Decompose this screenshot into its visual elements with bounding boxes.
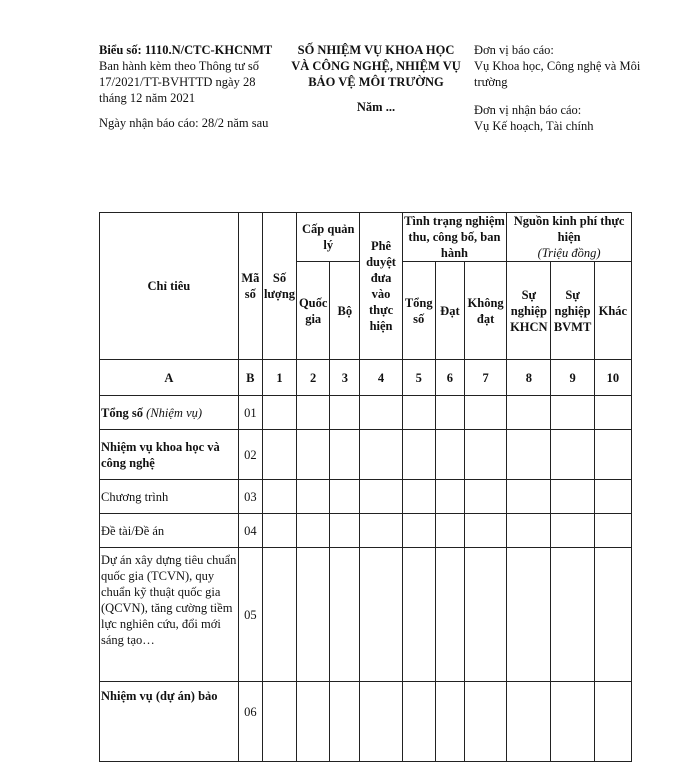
column-code: 10 [594, 360, 631, 396]
column-code: A [100, 360, 239, 396]
value-cell[interactable] [360, 514, 402, 548]
row-label: Dự án xây dựng tiêu chuẩn quốc gia (TCVN), quy chuẩn kỹ thuật quốc gia (QCVN), tăng cường tiềm lực nghiên cứu, đổi mới sáng tạo… [101, 553, 237, 647]
value-cell[interactable] [507, 430, 551, 480]
table-row [100, 396, 632, 430]
value-cell[interactable] [464, 480, 506, 514]
receiving-unit-label: Đơn vị nhận báo cáo: [474, 103, 582, 117]
value-cell[interactable] [507, 548, 551, 682]
value-cell[interactable] [297, 682, 330, 762]
report-title: SỐ NHIỆM VỤ KHOA HỌC VÀ CÔNG NGHỆ, NHIỆM VỤ BẢO VỆ MÔI TRƯỜNG [291, 43, 461, 89]
value-cell[interactable] [507, 514, 551, 548]
value-cell[interactable] [594, 548, 631, 682]
units-info [474, 42, 654, 134]
value-cell[interactable] [594, 396, 631, 430]
row-label: Nhiệm vụ (dự án) bảo [101, 689, 218, 703]
value-cell[interactable] [360, 430, 402, 480]
value-cell[interactable] [330, 430, 360, 480]
receiving-unit: Vụ Kế hoạch, Tài chính [474, 119, 594, 133]
value-cell[interactable] [297, 396, 330, 430]
value-cell[interactable] [262, 430, 296, 480]
column-code: 2 [297, 360, 330, 396]
column-code: 8 [507, 360, 551, 396]
value-cell[interactable] [551, 480, 594, 514]
value-cell[interactable] [402, 430, 435, 480]
receive-date: Ngày nhận báo cáo: 28/2 năm sau [99, 116, 269, 130]
value-cell[interactable] [402, 396, 435, 430]
value-cell[interactable] [262, 396, 296, 430]
table-body [100, 396, 632, 762]
header-ma-so: Mã số [238, 213, 262, 360]
row-code: 03 [238, 480, 262, 514]
reporting-unit-label: Đơn vị báo cáo: [474, 43, 554, 57]
value-cell[interactable] [330, 480, 360, 514]
column-code: 7 [464, 360, 506, 396]
value-cell[interactable] [402, 548, 435, 682]
header-dat: Đạt [435, 262, 464, 360]
value-cell[interactable] [464, 682, 506, 762]
row-label-cell [100, 480, 239, 514]
report-table [99, 212, 632, 762]
value-cell[interactable] [594, 682, 631, 762]
value-cell[interactable] [297, 514, 330, 548]
column-code-row [100, 360, 632, 396]
value-cell[interactable] [507, 480, 551, 514]
row-label-cell [100, 514, 239, 548]
value-cell[interactable] [594, 514, 631, 548]
value-cell[interactable] [551, 548, 594, 682]
reporting-unit: Vụ Khoa học, Công nghệ và Môi trường [474, 59, 641, 89]
column-code: 5 [402, 360, 435, 396]
header-khong-dat: Không đạt [464, 262, 506, 360]
value-cell[interactable] [507, 682, 551, 762]
header-so-luong: Số lượng [262, 213, 296, 360]
column-code: 1 [262, 360, 296, 396]
header-khac: Khác [594, 262, 631, 360]
header-chi-tieu: Chỉ tiêu [100, 213, 239, 360]
table-row [100, 548, 632, 682]
row-label: Chương trình [101, 489, 169, 504]
table-row [100, 682, 632, 762]
value-cell[interactable] [435, 682, 464, 762]
header-su-nghiep-khcn: Sự nghiệp KHCN [507, 262, 551, 360]
value-cell[interactable] [330, 682, 360, 762]
column-code: 3 [330, 360, 360, 396]
value-cell[interactable] [551, 682, 594, 762]
value-cell[interactable] [507, 396, 551, 430]
value-cell[interactable] [330, 548, 360, 682]
row-code: 06 [238, 682, 262, 762]
row-code: 02 [238, 430, 262, 480]
row-label-cell [100, 430, 239, 480]
value-cell[interactable] [464, 514, 506, 548]
column-code: 4 [360, 360, 402, 396]
value-cell[interactable] [262, 514, 296, 548]
value-cell[interactable] [297, 430, 330, 480]
value-cell[interactable] [360, 548, 402, 682]
column-code: B [238, 360, 262, 396]
value-cell[interactable] [262, 682, 296, 762]
report-title-block [290, 42, 462, 115]
value-cell[interactable] [360, 480, 402, 514]
header-tinh-trang: Tình trạng nghiệm thu, công bố, ban hành [404, 214, 505, 260]
value-cell[interactable] [594, 430, 631, 480]
value-cell[interactable] [262, 548, 296, 682]
value-cell[interactable] [464, 430, 506, 480]
value-cell[interactable] [360, 682, 402, 762]
value-cell[interactable] [330, 396, 360, 430]
table-row [100, 514, 632, 548]
value-cell[interactable] [435, 480, 464, 514]
value-cell[interactable] [330, 514, 360, 548]
value-cell[interactable] [435, 430, 464, 480]
header-nguon-kinh-phi-unit: (Triệu đồng) [537, 246, 601, 260]
header-cap-quan-ly: Cấp quản lý [297, 213, 360, 262]
issued-with: Ban hành kèm theo Thông tư số 17/2021/TT-BVHTTD ngày 28 tháng 12 năm 2021 [99, 59, 259, 105]
header-nguon-kinh-phi-label: Nguồn kinh phí thực hiện [513, 214, 625, 244]
value-cell[interactable] [402, 480, 435, 514]
form-code: Biểu số: 1110.N/CTC-KHCNMT [99, 43, 273, 57]
column-code: 6 [435, 360, 464, 396]
column-code: 9 [551, 360, 594, 396]
row-label-cell [100, 396, 239, 430]
value-cell[interactable] [402, 514, 435, 548]
header-su-nghiep-bvmt: Sự nghiệp BVMT [551, 262, 594, 360]
value-cell[interactable] [551, 396, 594, 430]
row-code: 04 [238, 514, 262, 548]
row-label-cell [100, 548, 239, 682]
header-bo: Bộ [330, 262, 360, 360]
row-label: Tổng số [101, 405, 144, 420]
value-cell[interactable] [435, 514, 464, 548]
form-info [99, 42, 284, 131]
row-label: Nhiệm vụ khoa học và công nghệ [101, 439, 220, 470]
value-cell[interactable] [262, 480, 296, 514]
report-year: Năm ... [356, 100, 396, 114]
table-row [100, 430, 632, 480]
header-phe-duyet: Phê duyệt đưa vào thực hiện [360, 213, 402, 360]
row-note: (Nhiệm vụ) [146, 405, 203, 420]
value-cell[interactable] [297, 548, 330, 682]
header-quoc-gia: Quốc gia [297, 262, 330, 360]
table-row [100, 480, 632, 514]
value-cell[interactable] [435, 396, 464, 430]
value-cell[interactable] [551, 430, 594, 480]
row-code: 01 [238, 396, 262, 430]
header-nguon-kinh-phi [507, 213, 632, 262]
value-cell[interactable] [435, 548, 464, 682]
row-label: Đề tài/Đề án [101, 523, 165, 538]
value-cell[interactable] [464, 396, 506, 430]
value-cell[interactable] [464, 548, 506, 682]
header-tong-so: Tổng số [402, 262, 435, 360]
row-label-cell [100, 682, 239, 762]
value-cell[interactable] [551, 514, 594, 548]
value-cell[interactable] [594, 480, 631, 514]
value-cell[interactable] [360, 396, 402, 430]
value-cell[interactable] [402, 682, 435, 762]
value-cell[interactable] [297, 480, 330, 514]
row-code: 05 [238, 548, 262, 682]
